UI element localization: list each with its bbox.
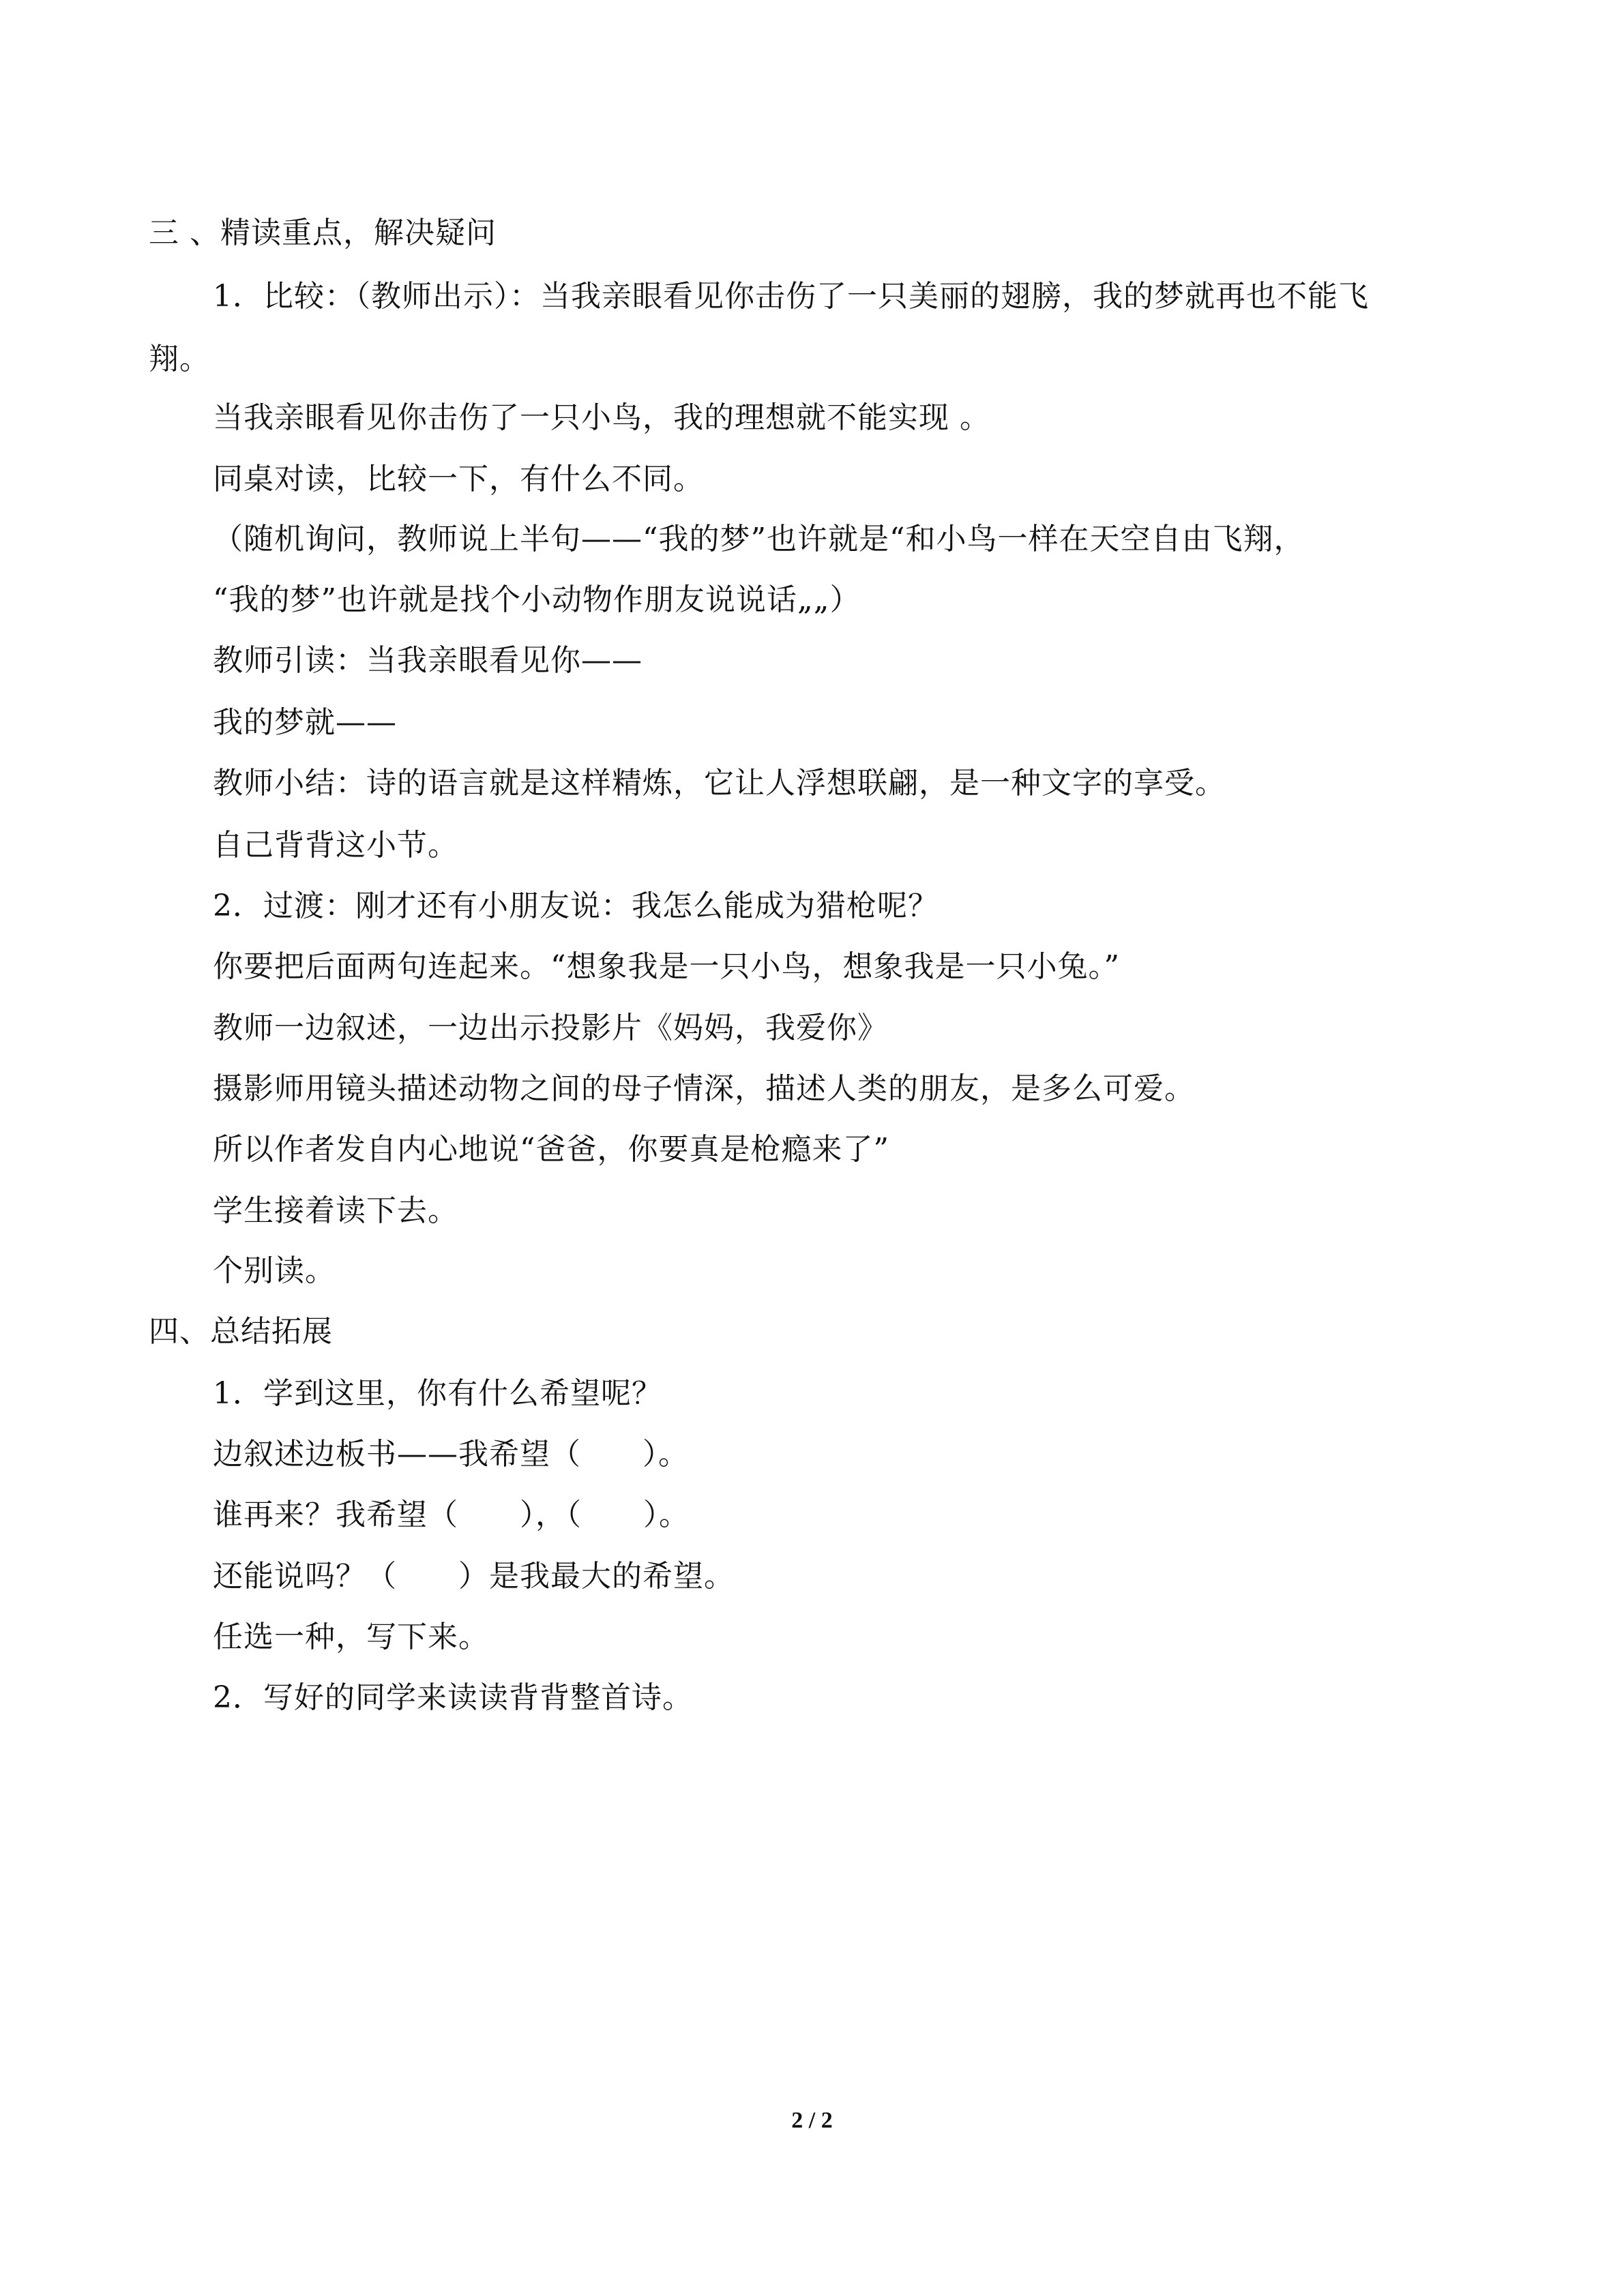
paragraph-line: 教师引读：当我亲眼看见你—— [213,643,643,678]
section-heading-4: 四、总结拓展 [149,1314,333,1349]
paragraph-line: 边叙述边板书——我希望（ ）。 [213,1437,689,1472]
paragraph-line: （随机询问，教师说上半句——“我的梦”也许就是“和小鸟一样在天空自由飞翔， [213,522,1305,556]
paragraph-line: 翔。 [149,342,210,376]
page-number: 2 / 2 [791,2108,833,2133]
paragraph-line: 我的梦就—— [213,705,397,740]
paragraph-line: “我的梦”也许就是找个小动物作朋友说说话„„） [213,582,861,617]
paragraph-line: 你要把后面两句连起来。“想象我是一只小鸟，想象我是一只小兔。” [213,949,1120,984]
paragraph-line: 教师小结：诗的语言就是这样精炼，它让人浮想联翩，是一种文字的享受。 [213,766,1226,801]
paragraph-line: 1．学到这里，你有什么希望呢？ [213,1376,662,1411]
paragraph-line: 1．比较：（教师出示）：当我亲眼看见你击伤了一只美丽的翅膀，我的梦就再也不能飞 [213,279,1369,314]
paragraph-line: 自己背背这小节。 [213,828,458,863]
paragraph-line: 摄影师用镜头描述动物之间的母子情深，描述人类的朋友，是多么可爱。 [213,1071,1195,1106]
paragraph-line: 还能说吗？（ ）是我最大的希望。 [213,1559,735,1594]
section-heading-3: 三 、精读重点，解决疑问 [149,215,497,250]
paragraph-line: 学生接着读下去。 [213,1193,458,1228]
paragraph-line: 谁再来？我希望（ ），（ ）。 [213,1497,690,1532]
paragraph-line: 教师一边叙述，一边出示投影片《妈妈，我爱你》 [213,1011,888,1045]
paragraph-line: 当我亲眼看见你击伤了一只小鸟，我的理想就不能实现 。 [213,400,990,435]
paragraph-line: 所以作者发自内心地说“爸爸，你要真是枪瘾来了” [213,1132,889,1167]
paragraph-line: 任选一种，写下来。 [213,1620,489,1654]
paragraph-line: 2．过渡：刚才还有小朋友说：我怎么能成为猎枪呢？ [213,889,939,923]
paragraph-line: 2．写好的同学来读读背背整首诗。 [213,1680,693,1715]
paragraph-line: 同桌对读，比较一下，有什么不同。 [213,462,704,496]
paragraph-line: 个别读。 [213,1253,336,1288]
